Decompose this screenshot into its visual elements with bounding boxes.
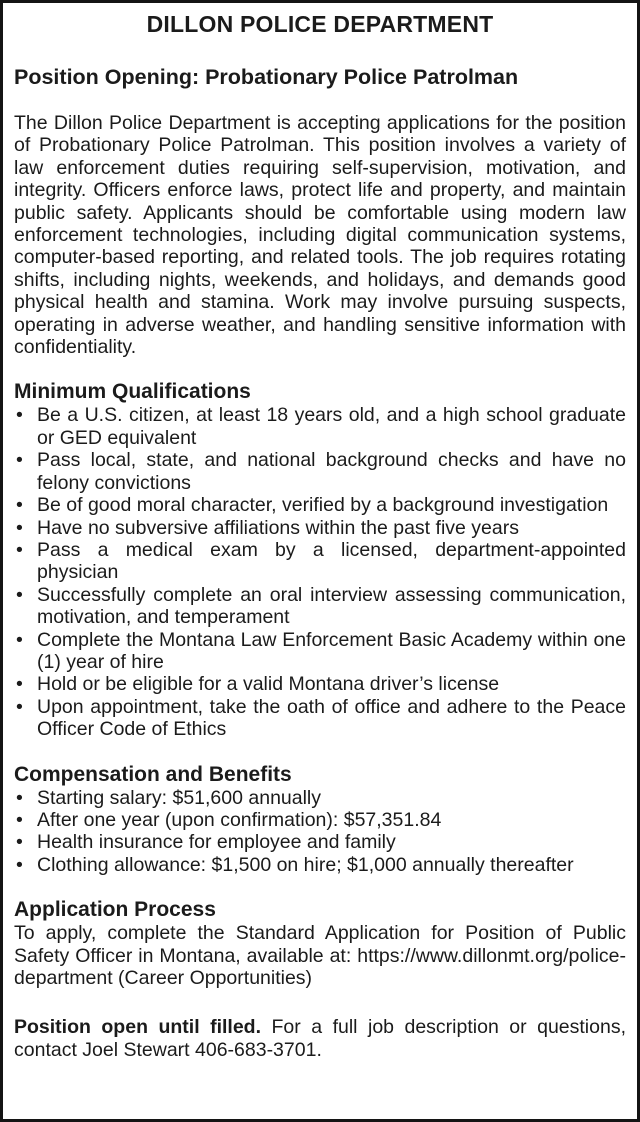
intro-paragraph: The Dillon Police Department is accepting applications for the position of Probationary Police Patrolman. This position involves a variety of law enforcement duties requiring self-supervision, motivation, and integrity. Officers enforce laws, protect life and property, and maintain public safety. Applicants should be comfortable using modern law enforcement technologies, including digital communication systems, computer-based reporting, and related tools. The job requires rotating shifts, including nights, weekends, and holidays, and demands good physical health and stamina. Work may involve pursuing suspects, operating in adverse weather, and handling sensitive information with confidentiality. bbox=[14, 112, 626, 359]
compensation-list bbox=[14, 787, 626, 877]
qualification-item: • Upon appointment, take the oath of office and adhere to the Peace Officer Code of Ethics bbox=[14, 696, 626, 741]
qualification-item: • Have no subversive affiliations within the past five years bbox=[14, 517, 626, 539]
compensation-item: • Starting salary: $51,600 annually bbox=[14, 787, 626, 809]
compensation-item: • Health insurance for employee and family bbox=[14, 831, 626, 853]
qualifications-heading: Minimum Qualifications bbox=[14, 380, 251, 404]
compensation-item: • After one year (upon confirmation): $57,351.84 bbox=[14, 809, 626, 831]
qualification-item: • Complete the Montana Law Enforcement Basic Academy within one (1) year of hire bbox=[14, 629, 626, 674]
qualification-item: • Pass local, state, and national background checks and have no felony convictions bbox=[14, 449, 626, 494]
qualification-item: • Be of good moral character, verified by a background investigation bbox=[14, 494, 626, 516]
contact-info-text: For a full job description or questions, contact Joel Stewart 406-683-3701. bbox=[14, 1016, 626, 1061]
ad-title: DILLON POLICE DEPARTMENT bbox=[146, 11, 494, 37]
qualification-item: • Be a U.S. citizen, at least 18 years old, and a high school graduate or GED equivalent bbox=[14, 404, 626, 449]
qualification-item: • Pass a medical exam by a licensed, department-appointed physician bbox=[14, 539, 626, 584]
compensation-heading: Compensation and Benefits bbox=[14, 762, 292, 786]
compensation-item: • Clothing allowance: $1,500 on hire; $1,000 annually thereafter bbox=[14, 854, 626, 876]
qualifications-list bbox=[14, 404, 626, 740]
position-opening-heading: Position Opening: Probationary Police Patrolman bbox=[14, 65, 519, 89]
closing-paragraph bbox=[14, 1016, 626, 1061]
application-process-paragraph: To apply, complete the Standard Application for Position of Public Safety Officer in Montana, available at: https://www.dillonmt.org/police-department (Career Opportunities) bbox=[14, 922, 626, 989]
application-process-heading: Application Process bbox=[14, 898, 216, 922]
position-open-until-filled-text: Position open until filled. bbox=[14, 1016, 262, 1039]
qualification-item: • Hold or be eligible for a valid Montana driver’s license bbox=[14, 673, 626, 695]
qualification-item: • Successfully complete an oral interview assessing communication, motivation, and temperament bbox=[14, 584, 626, 629]
